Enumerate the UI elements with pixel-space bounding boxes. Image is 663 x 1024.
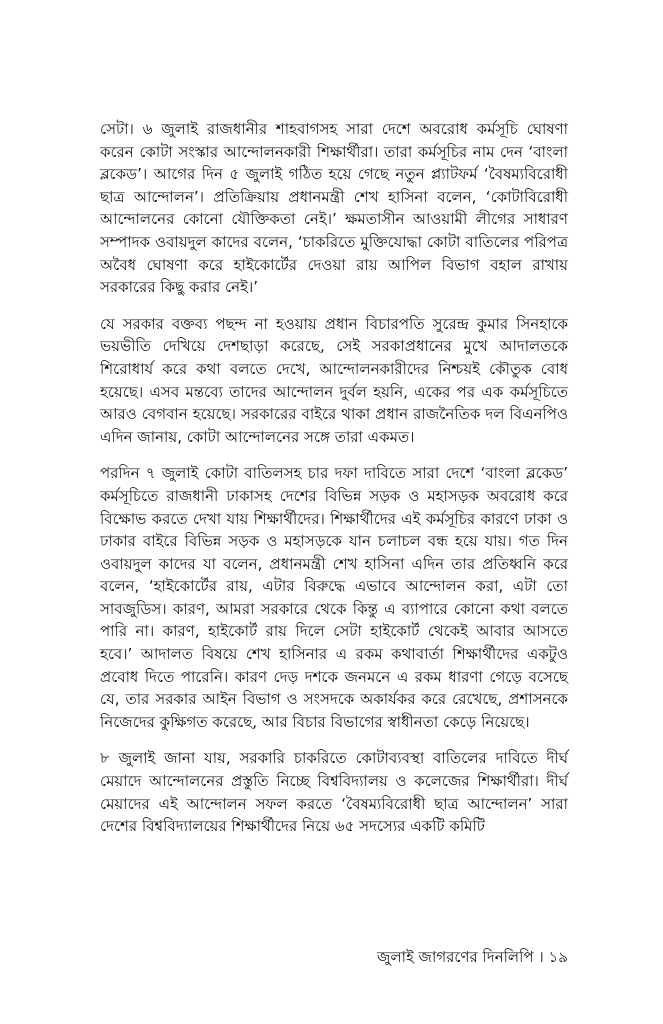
page-footer [377,947,568,967]
paragraph-2: যে সরকার বক্তব্য পছন্দ না হওয়ায় প্রধান বিচারপতি সুরেন্দ্র কুমার সিনহাকে ভয়ভীতি দেখিয়ে দেশছাড়া করেছে, সেই সরকাপ্রধানের মুখে আদালতকে শিরোধার্য করে কথা বলতে দেখে, আন্দোলনকারীদের নিশ্চয়ই কৌতুক বোধ হয়েছে। এসব মন্তব্যে তাদের আন্দোলন দুর্বল হয়নি, একের পর এক কর্মসূচিতে আরও বেগবান হয়েছে। সরকারের বাইরে থাকা প্রধান রাজনৈতিক দল বিএনপিও এদিন জানায়, কোটা আন্দোলনের সঙ্গে তারা একমত। [100,314,568,446]
paragraph-1: সেটা। ৬ জুলাই রাজধানীর শাহবাগসহ সারা দেশে অবরোধ কর্মসূচি ঘোষণা করেন কোটা সংস্কার আন্দোলনকারী শিক্ষার্থীরা। তারা কর্মসূচির নাম দেন ‘বাংলা ব্লকেড’। আগের দিন ৫ জুলাই গঠিত হয়ে গেছে নতুন প্ল্যাটফর্ম ‘বৈষম্যবিরোধী ছাত্র আন্দোলন’। প্রতিক্রিয়ায় প্রধানমন্ত্রী শেখ হাসিনা বলেন, ‘কোটাবিরোধী আন্দোলনের কোনো যৌক্তিকতা নেই।’ ক্ষমতাসীন আওয়ামী লীগের সাধারণ সম্পাদক ওবায়দুল কাদের বলেন, ‘চাকরিতে মুক্তিযোদ্ধা কোটা বাতিলের পরিপত্র অবৈধ ঘোষণা করে হাইকোর্টের দেওয়া রায় আপিল বিভাগ বহাল রাখায় সরকারের কিছু করার নেই।’ [100,120,568,297]
running-title: জুলাই জাগরণের দিনলিপি [377,948,534,966]
paragraph-3: পরদিন ৭ জুলাই কোটা বাতিলসহ চার দফা দাবিতে সারা দেশে ‘বাংলা ব্লকেড’ কর্মসূচিতে রাজধানী ঢাকাসহ দেশের বিভিন্ন সড়ক ও মহাসড়ক অবরোধ করে বিক্ষোভ করতে দেখা যায় শিক্ষার্থীদের। শিক্ষার্থীদের এই কর্মসূচির কারণে ঢাকা ও ঢাকার বাইরে বিভিন্ন সড়ক ও মহাসড়কে যান চলাচল বন্ধ হয়ে যায়। গত দিন ওবায়দুল কাদের যা বলেন, প্রধানমন্ত্রী শেখ হাসিনা এদিন তার প্রতিধ্বনি করে বলেন, ‘হাইকোর্টের রায়, এটার বিরুদ্ধে এভাবে আন্দোলন করা, এটা তো সাবজুডিস। কারণ, আমরা সরকারে থেকে কিন্তু এ ব্যাপারে কোনো কথা বলতে পারি না। কারণ, হাইকোর্ট রায় দিলে সেটা হাইকোর্ট থেকেই আবার আসতে হবে।’ আদালত বিষয়ে শেখ হাসিনার এ রকম কথাবার্তা শিক্ষার্থীদের একটুও প্রবোধ দিতে পারেনি। কারণ দেড় দশকে জনমনে এ রকম ধারণা গেড়ে বসেছে যে, তার সরকার আইন বিভাগ ও সংসদকে অকার্যকর করে রেখেছে, প্রশাসনকে নিজেদের কুক্ষিগত করেছে, আর বিচার বিভাগের স্বাধীনতা কেড়ে নিয়েছে। [100,464,568,731]
paragraph-4: ৮ জুলাই জানা যায়, সরকারি চাকরিতে কোটাব্যবস্থা বাতিলের দাবিতে দীর্ঘ মেয়াদে আন্দোলনের প্রস্তুতি নিচ্ছে বিশ্ববিদ্যালয় ও কলেজের শিক্ষার্থীরা। দীর্ঘ মেয়াদের এই আন্দোলন সফল করতে ‘বৈষম্যবিরোধী ছাত্র আন্দোলন’ সারা দেশের বিশ্ববিদ্যালয়ের শিক্ষার্থীদের নিয়ে ৬৫ সদস্যের একটি কমিটি [100,749,568,836]
footer-separator: । [538,948,544,966]
body-text [100,118,568,852]
page-number: ১৯ [548,948,568,966]
